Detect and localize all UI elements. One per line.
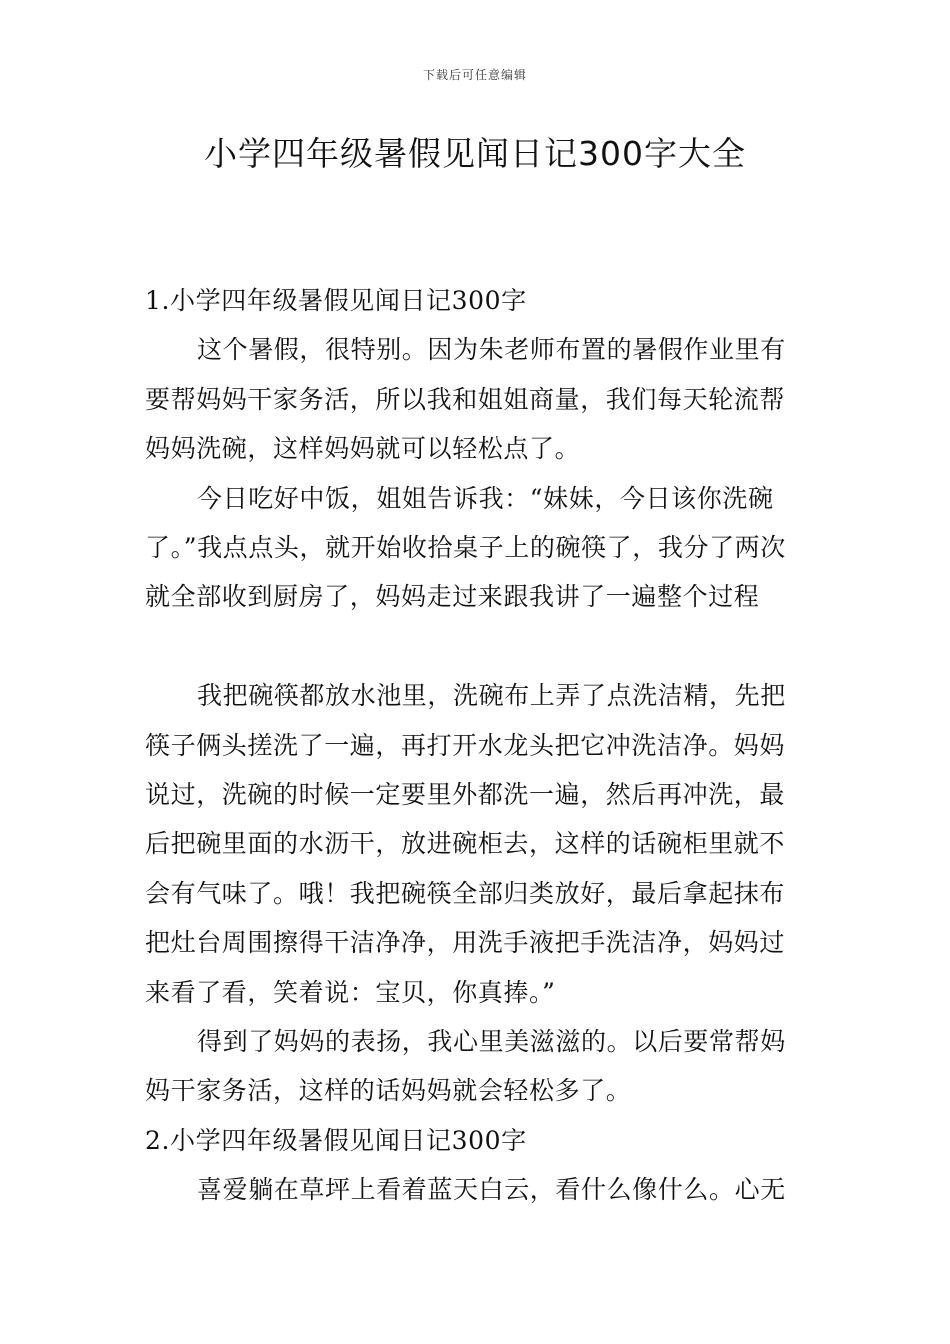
header-note: 下载后可任意编辑 bbox=[422, 68, 527, 82]
paragraph: 这个暑假，很特别。因为朱老师布置的暑假作业里有要帮妈妈干家务活，所以我和姐姐商量，我们每天轮流帮妈妈洗碗，这样妈妈就可以轻松点了。 bbox=[145, 335, 786, 464]
document-title: 小学四年级暑假见闻日记300字大全 bbox=[204, 134, 746, 173]
paragraph: 今日吃好中饭，姐姐告诉我：“妹妹，今日该你洗碗了。”我点点头，就开始收拾桌子上的碗筷了，我分了两次就全部收到厨房了，妈妈走过来跟我讲了一遍整个过程 bbox=[145, 483, 786, 612]
section-heading-1: 1.小学四年级暑假见闻日记300字 bbox=[145, 286, 527, 315]
blank-line bbox=[145, 622, 810, 671]
paragraph: 喜爱躺在草坪上看着蓝天白云，看什么像什么。心无 bbox=[197, 1175, 786, 1205]
paragraph: 我把碗筷都放水池里，洗碗布上弄了点洗洁精，先把筷子俩头搓洗了一遍，再打开水龙头把它冲洗洁净。妈妈说过，洗碗的时候一定要里外都洗一遍，然后再冲洗，最后把碗里面的水沥干，放进碗柜去，这样的话碗柜里就不会有气味了。哦！我把碗筷全部归类放好，最后拿起抹布把灶台周围擦得干洁净净，用洗手液把手洗洁净，妈妈过来看了看，笑着说：宝贝，你真捧。” bbox=[145, 681, 786, 1007]
section-heading-2: 2.小学四年级暑假见闻日记300字 bbox=[145, 1125, 527, 1155]
document-body bbox=[145, 276, 810, 1215]
paragraph: 得到了妈妈的表扬，我心里美滋滋的。以后要常帮妈妈干家务活，这样的话妈妈就会轻松多了。 bbox=[145, 1027, 786, 1106]
